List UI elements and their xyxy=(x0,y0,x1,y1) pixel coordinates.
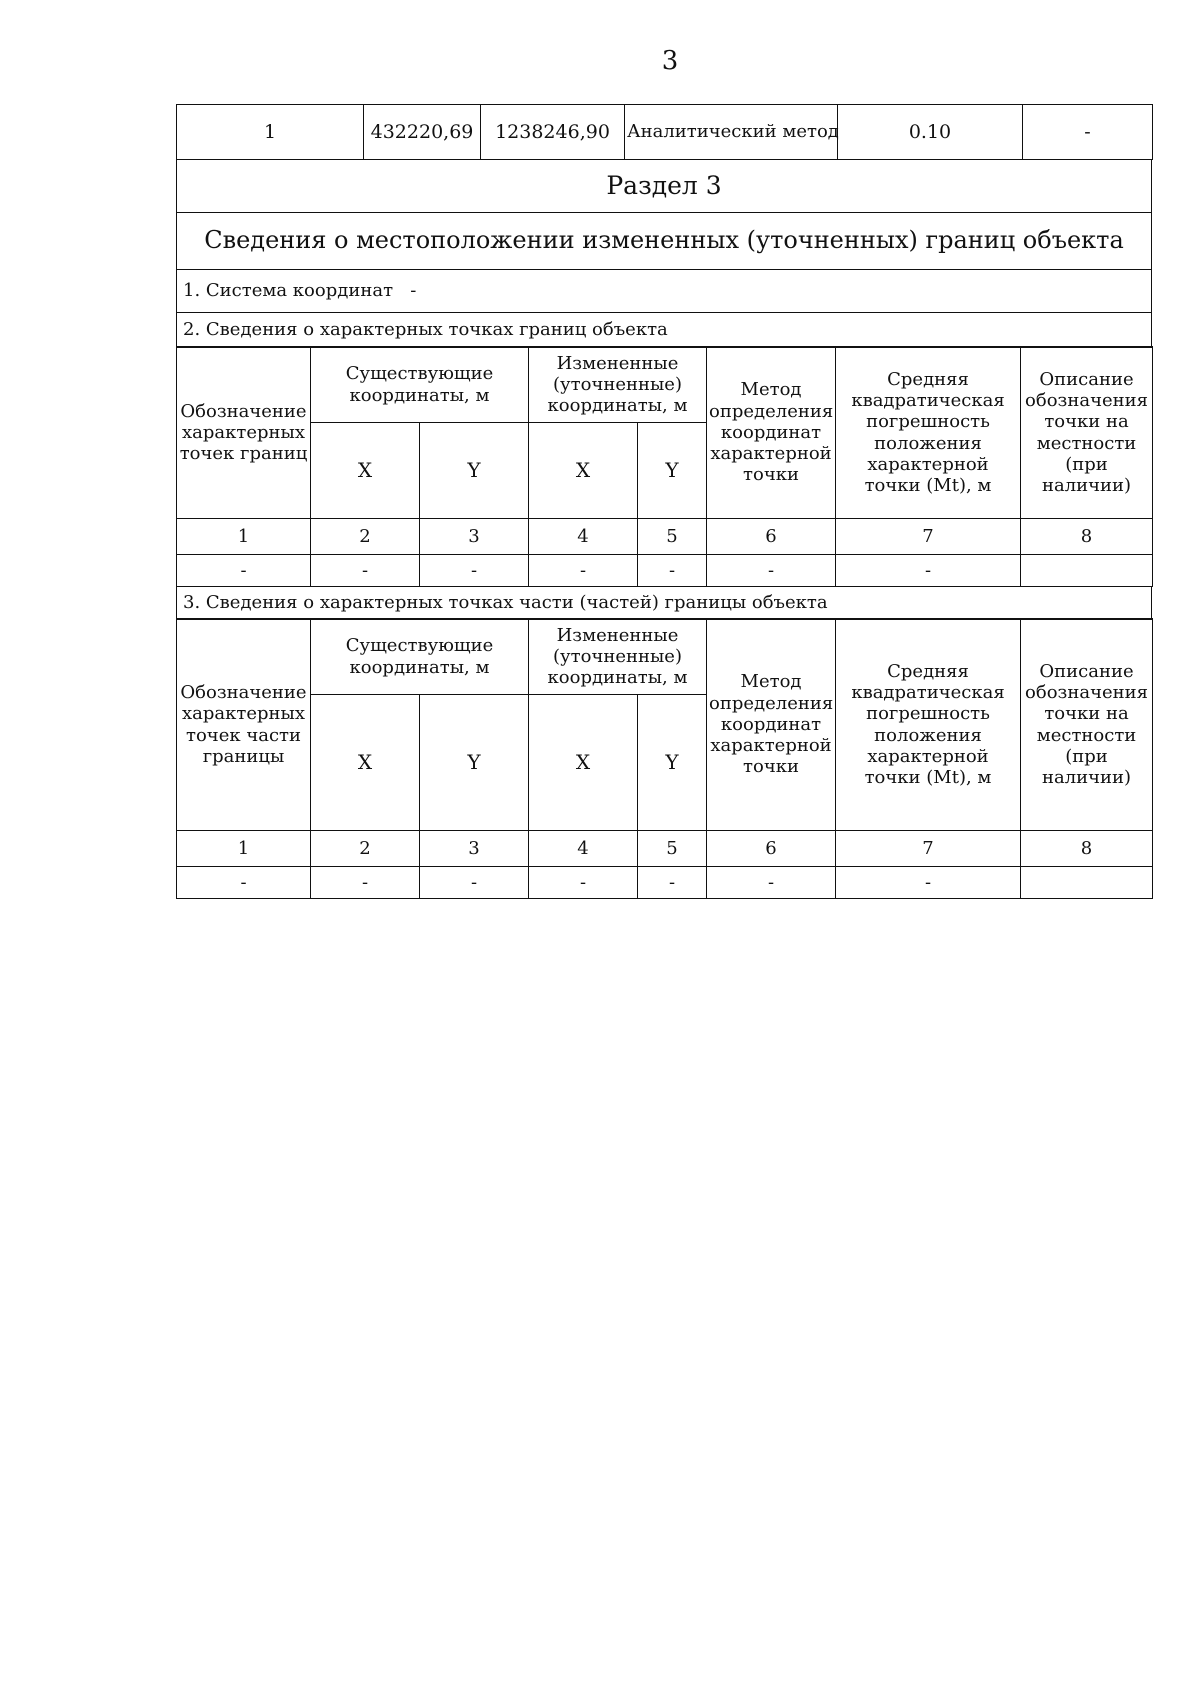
col-number: 3 xyxy=(420,831,529,867)
table-cell: - xyxy=(638,555,707,587)
existing-x-header: X xyxy=(311,423,420,519)
changed-y-header: Y xyxy=(638,695,707,831)
description-header: Описание обозначения точки на местности (при наличии) xyxy=(1021,347,1153,519)
col-number: 6 xyxy=(707,831,836,867)
continuation-table xyxy=(176,104,1153,160)
y-cell: 1238246,90 xyxy=(481,105,625,160)
column-numbers-row xyxy=(177,519,1153,555)
coord-system-label: 1. Система координат xyxy=(183,279,394,301)
table1-caption: 2. Сведения о характерных точках границ объекта xyxy=(177,312,1152,347)
table-cell: - xyxy=(836,555,1021,587)
col-number: 1 xyxy=(177,519,311,555)
existing-y-header: Y xyxy=(420,423,529,519)
table-cell: - xyxy=(707,867,836,899)
changed-x-header: X xyxy=(529,423,638,519)
table-cell: - xyxy=(707,555,836,587)
col-number: 7 xyxy=(836,519,1021,555)
coord-system-row xyxy=(177,269,1152,312)
description-header: Описание обозначения точки на местности (при наличии) xyxy=(1021,619,1153,831)
table-row xyxy=(177,555,1153,587)
col-number: 3 xyxy=(420,519,529,555)
col-number: 4 xyxy=(529,519,638,555)
boundary-points-table xyxy=(176,346,1153,587)
accuracy-cell: 0.10 xyxy=(838,105,1023,160)
document-sheet xyxy=(176,104,1152,926)
table-cell xyxy=(1021,555,1153,587)
section-subtitle: Сведения о местоположении измененных (уточненных) границ объекта xyxy=(177,212,1152,269)
col-number: 5 xyxy=(638,519,707,555)
table-cell xyxy=(1021,867,1153,899)
changed-x-header: X xyxy=(529,695,638,831)
coord-system-value: - xyxy=(410,279,417,301)
col-number: 5 xyxy=(638,831,707,867)
table-cell: - xyxy=(311,555,420,587)
table-cell: - xyxy=(420,555,529,587)
existing-y-header: Y xyxy=(420,695,529,831)
table2-caption-table xyxy=(176,586,1152,620)
col-number: 2 xyxy=(311,519,420,555)
table-cell: - xyxy=(638,867,707,899)
existing-coords-header: Существующие координаты, м xyxy=(311,347,529,423)
table-cell: - xyxy=(177,867,311,899)
table-cell: - xyxy=(420,867,529,899)
method-cell: Аналитический метод xyxy=(625,105,838,160)
section-title: Раздел 3 xyxy=(177,159,1152,212)
table-cell: - xyxy=(311,867,420,899)
existing-x-header: X xyxy=(311,695,420,831)
col-number: 6 xyxy=(707,519,836,555)
table2-caption: 3. Сведения о характерных точках части (частей) границы объекта xyxy=(177,586,1152,619)
col-number: 8 xyxy=(1021,831,1153,867)
table-row xyxy=(177,867,1153,899)
col-number: 8 xyxy=(1021,519,1153,555)
changed-coords-header: Измененные (уточненные) координаты, м xyxy=(529,347,707,423)
changed-coords-header: Измененные (уточненные) координаты, м xyxy=(529,619,707,695)
table-cell: - xyxy=(836,867,1021,899)
page-number: 3 xyxy=(661,46,679,76)
method-header: Метод определения координат характерной точки xyxy=(707,619,836,831)
col-number: 7 xyxy=(836,831,1021,867)
designation-header: Обозначение характерных точек границ xyxy=(177,347,311,519)
description-cell: - xyxy=(1023,105,1153,160)
part-boundary-points-table xyxy=(176,618,1153,899)
designation-header: Обозначение характерных точек части границы xyxy=(177,619,311,831)
existing-coords-header: Существующие координаты, м xyxy=(311,619,529,695)
changed-y-header: Y xyxy=(638,423,707,519)
col-number: 2 xyxy=(311,831,420,867)
x-cell: 432220,69 xyxy=(364,105,481,160)
table-cell: - xyxy=(529,555,638,587)
method-header: Метод определения координат характерной точки xyxy=(707,347,836,519)
table-row xyxy=(177,105,1153,160)
point-cell: 1 xyxy=(177,105,364,160)
section-header-table xyxy=(176,159,1152,348)
column-numbers-row xyxy=(177,831,1153,867)
accuracy-header: Средняя квадратическая погрешность положения характерной точки (Mt), м xyxy=(836,619,1021,831)
table-cell: - xyxy=(529,867,638,899)
col-number: 4 xyxy=(529,831,638,867)
col-number: 1 xyxy=(177,831,311,867)
table-cell: - xyxy=(177,555,311,587)
accuracy-header: Средняя квадратическая погрешность положения характерной точки (Mt), м xyxy=(836,347,1021,519)
